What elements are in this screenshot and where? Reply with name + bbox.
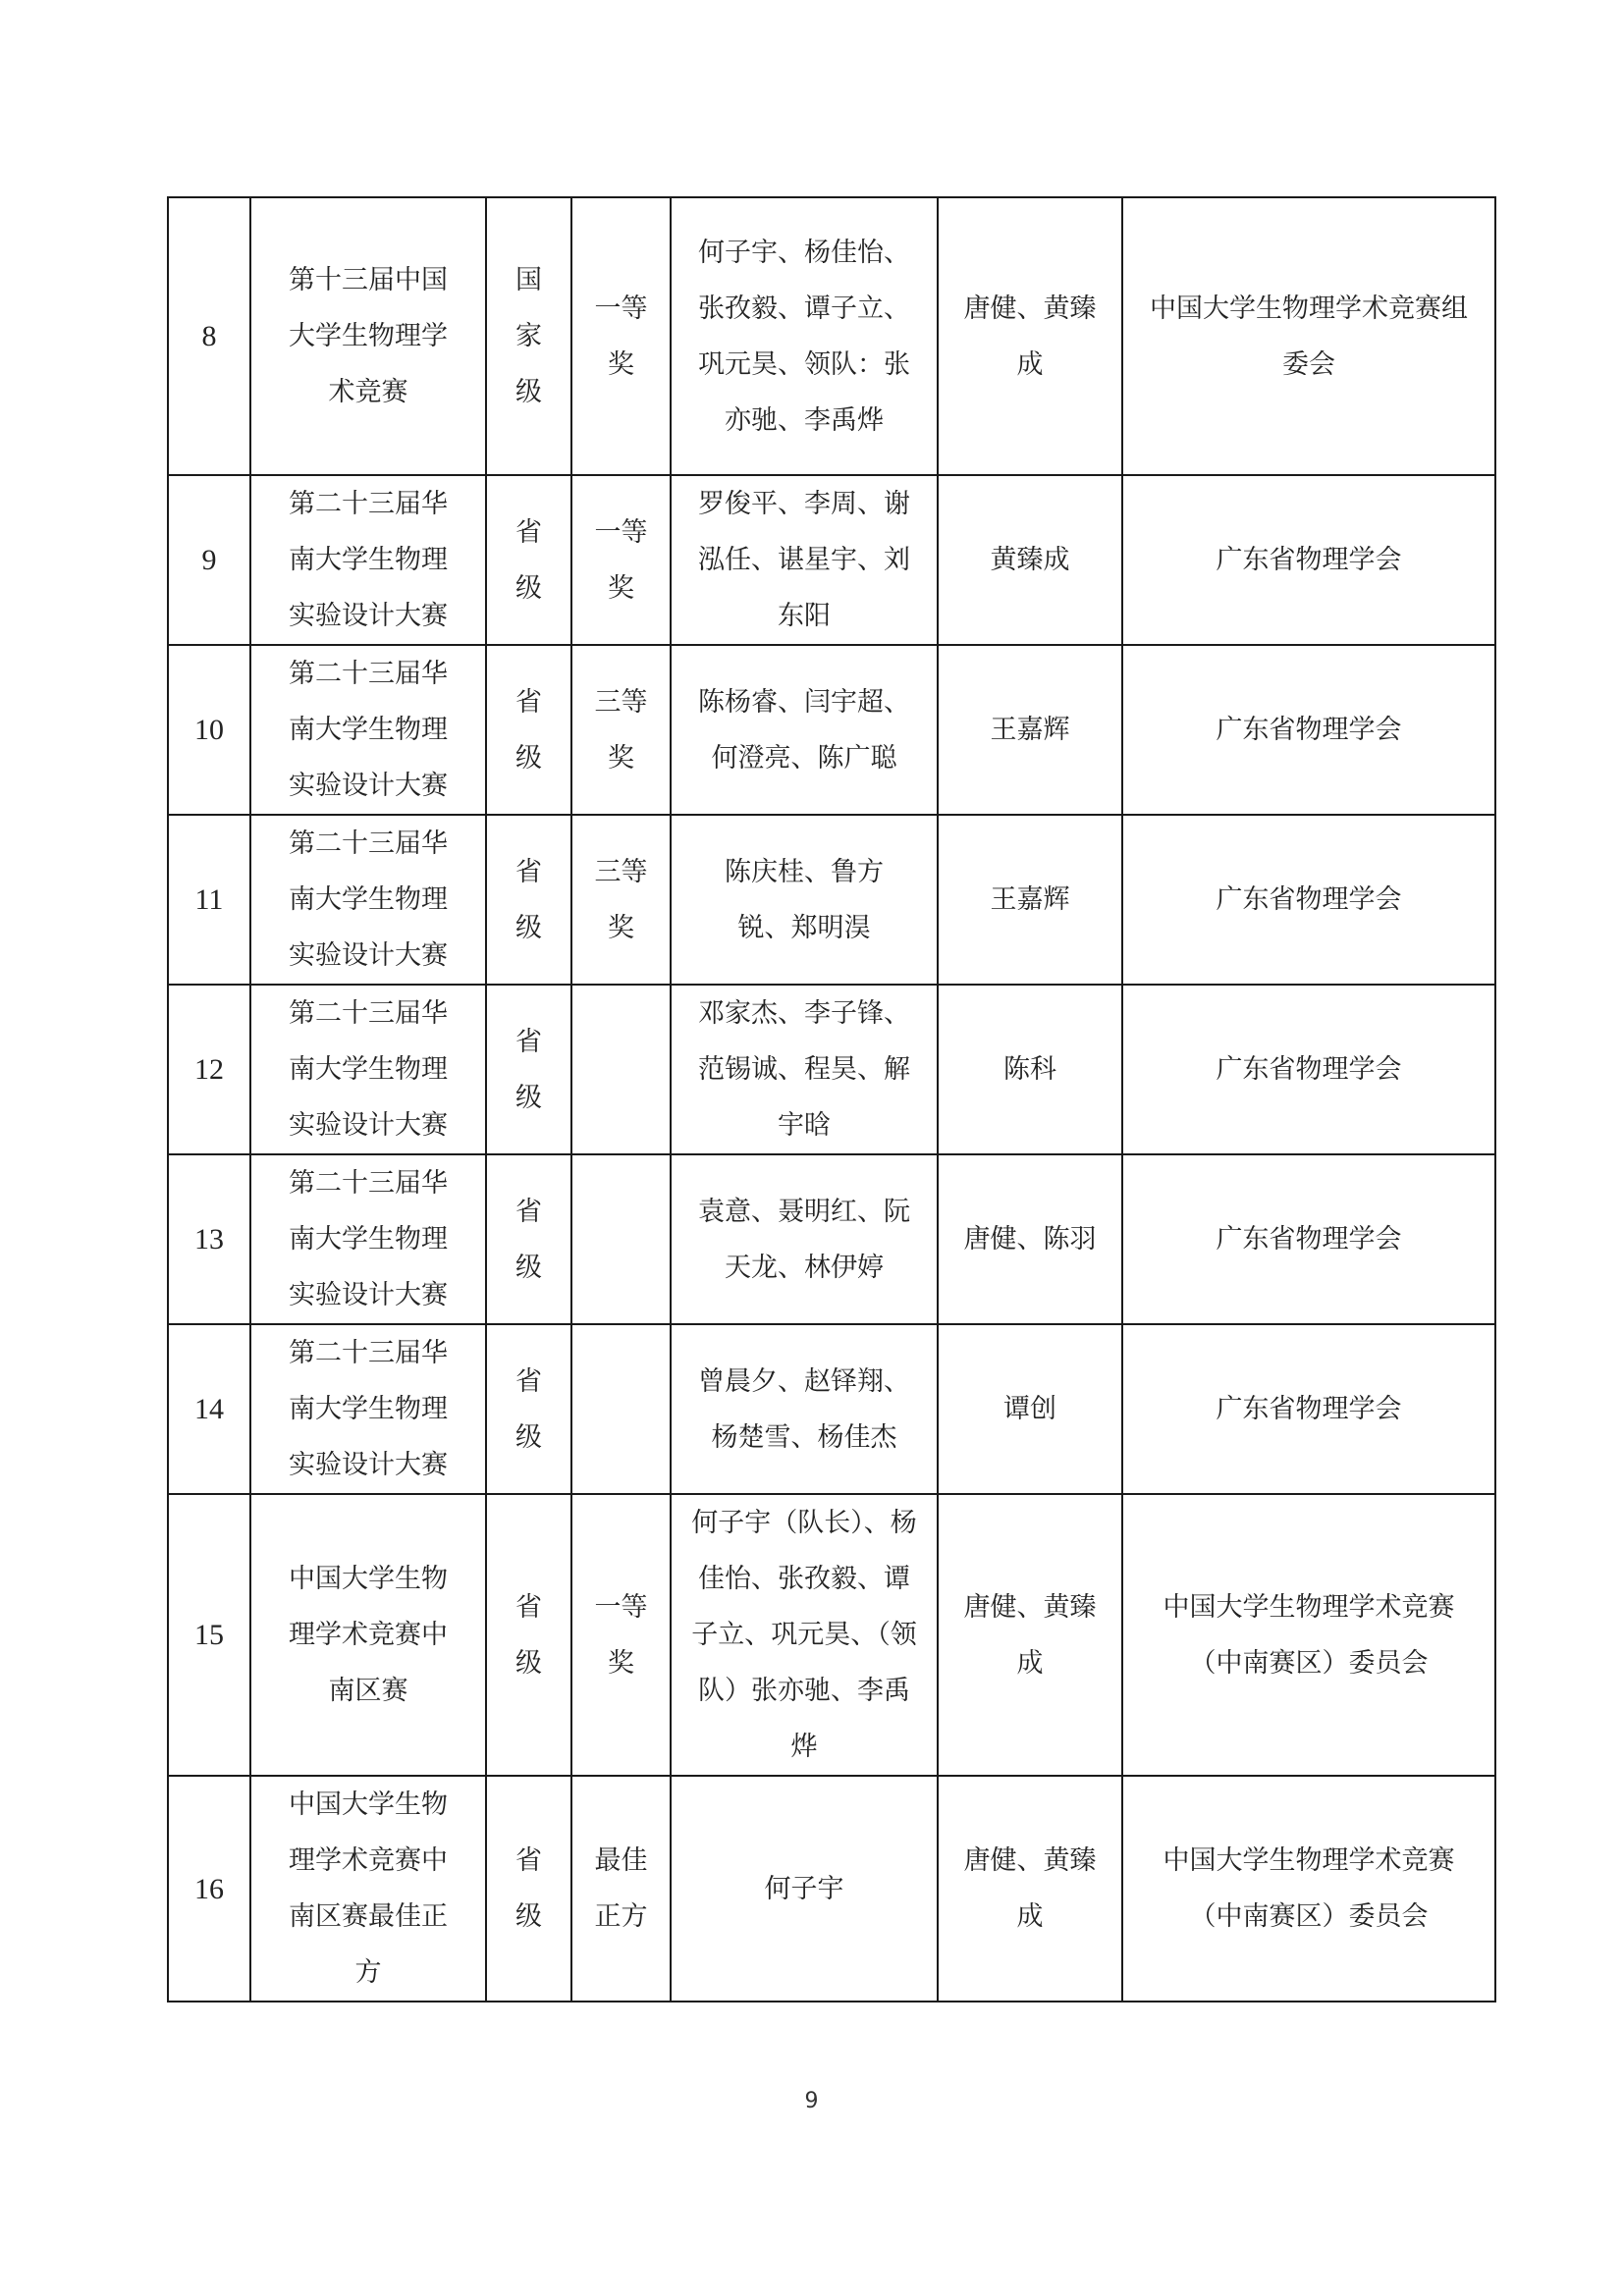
- row-number: 13: [168, 1154, 250, 1324]
- competition-level: 省级: [486, 1324, 571, 1494]
- advisor-names: 唐健、黄臻成: [938, 197, 1122, 475]
- competition-level: 省级: [486, 645, 571, 815]
- student-names: 袁意、聂明红、阮天龙、林伊婷: [671, 1154, 938, 1324]
- competition-level: 国家级: [486, 197, 571, 475]
- organizer: 中国大学生物理学术竞赛组委会: [1122, 197, 1495, 475]
- table-row: [168, 475, 1495, 645]
- student-names: 邓家杰、李子锋、范锡诚、程昊、解宇晗: [671, 985, 938, 1154]
- row-number: 11: [168, 815, 250, 985]
- organizer: 中国大学生物理学术竞赛（中南赛区）委员会: [1122, 1776, 1495, 2002]
- table-row: [168, 1154, 1495, 1324]
- student-names: 何子宇（队长）、杨佳怡、张孜毅、谭子立、巩元昊、（领队）张亦驰、李禹烨: [671, 1494, 938, 1776]
- table-row: [168, 645, 1495, 815]
- advisor-names: 陈科: [938, 985, 1122, 1154]
- competition-level: 省级: [486, 815, 571, 985]
- table-row: [168, 1776, 1495, 2002]
- row-number: 16: [168, 1776, 250, 2002]
- competition-level: 省级: [486, 1154, 571, 1324]
- advisor-names: 黄臻成: [938, 475, 1122, 645]
- advisor-names: 唐健、黄臻成: [938, 1494, 1122, 1776]
- organizer: 广东省物理学会: [1122, 645, 1495, 815]
- row-number: 15: [168, 1494, 250, 1776]
- competition-name: 第二十三届华南大学生物理实验设计大赛: [250, 645, 486, 815]
- row-number: 9: [168, 475, 250, 645]
- award-grade: [571, 1324, 671, 1494]
- competition-name: 第十三届中国大学生物理学术竞赛: [250, 197, 486, 475]
- row-number: 12: [168, 985, 250, 1154]
- advisor-names: 唐健、黄臻成: [938, 1776, 1122, 2002]
- advisor-names: 王嘉辉: [938, 645, 1122, 815]
- organizer: 广东省物理学会: [1122, 1154, 1495, 1324]
- row-number: 14: [168, 1324, 250, 1494]
- award-grade: 一等奖: [571, 1494, 671, 1776]
- competition-name: 第二十三届华南大学生物理实验设计大赛: [250, 985, 486, 1154]
- advisor-names: 王嘉辉: [938, 815, 1122, 985]
- award-grade: [571, 1154, 671, 1324]
- row-number: 8: [168, 197, 250, 475]
- advisor-names: 唐健、陈羽: [938, 1154, 1122, 1324]
- competition-name: 第二十三届华南大学生物理实验设计大赛: [250, 1154, 486, 1324]
- award-grade: 三等奖: [571, 815, 671, 985]
- student-names: 何子宇、杨佳怡、张孜毅、谭子立、巩元昊、领队：张亦驰、李禹烨: [671, 197, 938, 475]
- student-names: 陈庆桂、鲁方锐、郑明淏: [671, 815, 938, 985]
- awards-table: [167, 196, 1496, 2002]
- organizer: 广东省物理学会: [1122, 985, 1495, 1154]
- table-row: [168, 1324, 1495, 1494]
- table-row: [168, 197, 1495, 475]
- competition-level: 省级: [486, 1776, 571, 2002]
- competition-name: 中国大学生物理学术竞赛中南区赛: [250, 1494, 486, 1776]
- competition-name: 第二十三届华南大学生物理实验设计大赛: [250, 475, 486, 645]
- award-grade: 一等奖: [571, 197, 671, 475]
- organizer: 广东省物理学会: [1122, 815, 1495, 985]
- competition-level: 省级: [486, 985, 571, 1154]
- competition-level: 省级: [486, 1494, 571, 1776]
- table-row: [168, 985, 1495, 1154]
- competition-name: 中国大学生物理学术竞赛中南区赛最佳正方: [250, 1776, 486, 2002]
- row-number: 10: [168, 645, 250, 815]
- organizer: 广东省物理学会: [1122, 475, 1495, 645]
- table-row: [168, 815, 1495, 985]
- competition-name: 第二十三届华南大学生物理实验设计大赛: [250, 1324, 486, 1494]
- page-number: 9: [804, 2089, 819, 2113]
- award-grade: 最佳正方: [571, 1776, 671, 2002]
- table-row: [168, 1494, 1495, 1776]
- competition-level: 省级: [486, 475, 571, 645]
- student-names: 何子宇: [671, 1776, 938, 2002]
- advisor-names: 谭创: [938, 1324, 1122, 1494]
- award-grade: 三等奖: [571, 645, 671, 815]
- award-grade: [571, 985, 671, 1154]
- organizer: 中国大学生物理学术竞赛（中南赛区）委员会: [1122, 1494, 1495, 1776]
- student-names: 曾晨夕、赵铎翔、杨楚雪、杨佳杰: [671, 1324, 938, 1494]
- award-grade: 一等奖: [571, 475, 671, 645]
- competition-name: 第二十三届华南大学生物理实验设计大赛: [250, 815, 486, 985]
- student-names: 罗俊平、李周、谢泓任、谌星宇、刘东阳: [671, 475, 938, 645]
- student-names: 陈杨睿、闫宇超、何澄亮、陈广聪: [671, 645, 938, 815]
- organizer: 广东省物理学会: [1122, 1324, 1495, 1494]
